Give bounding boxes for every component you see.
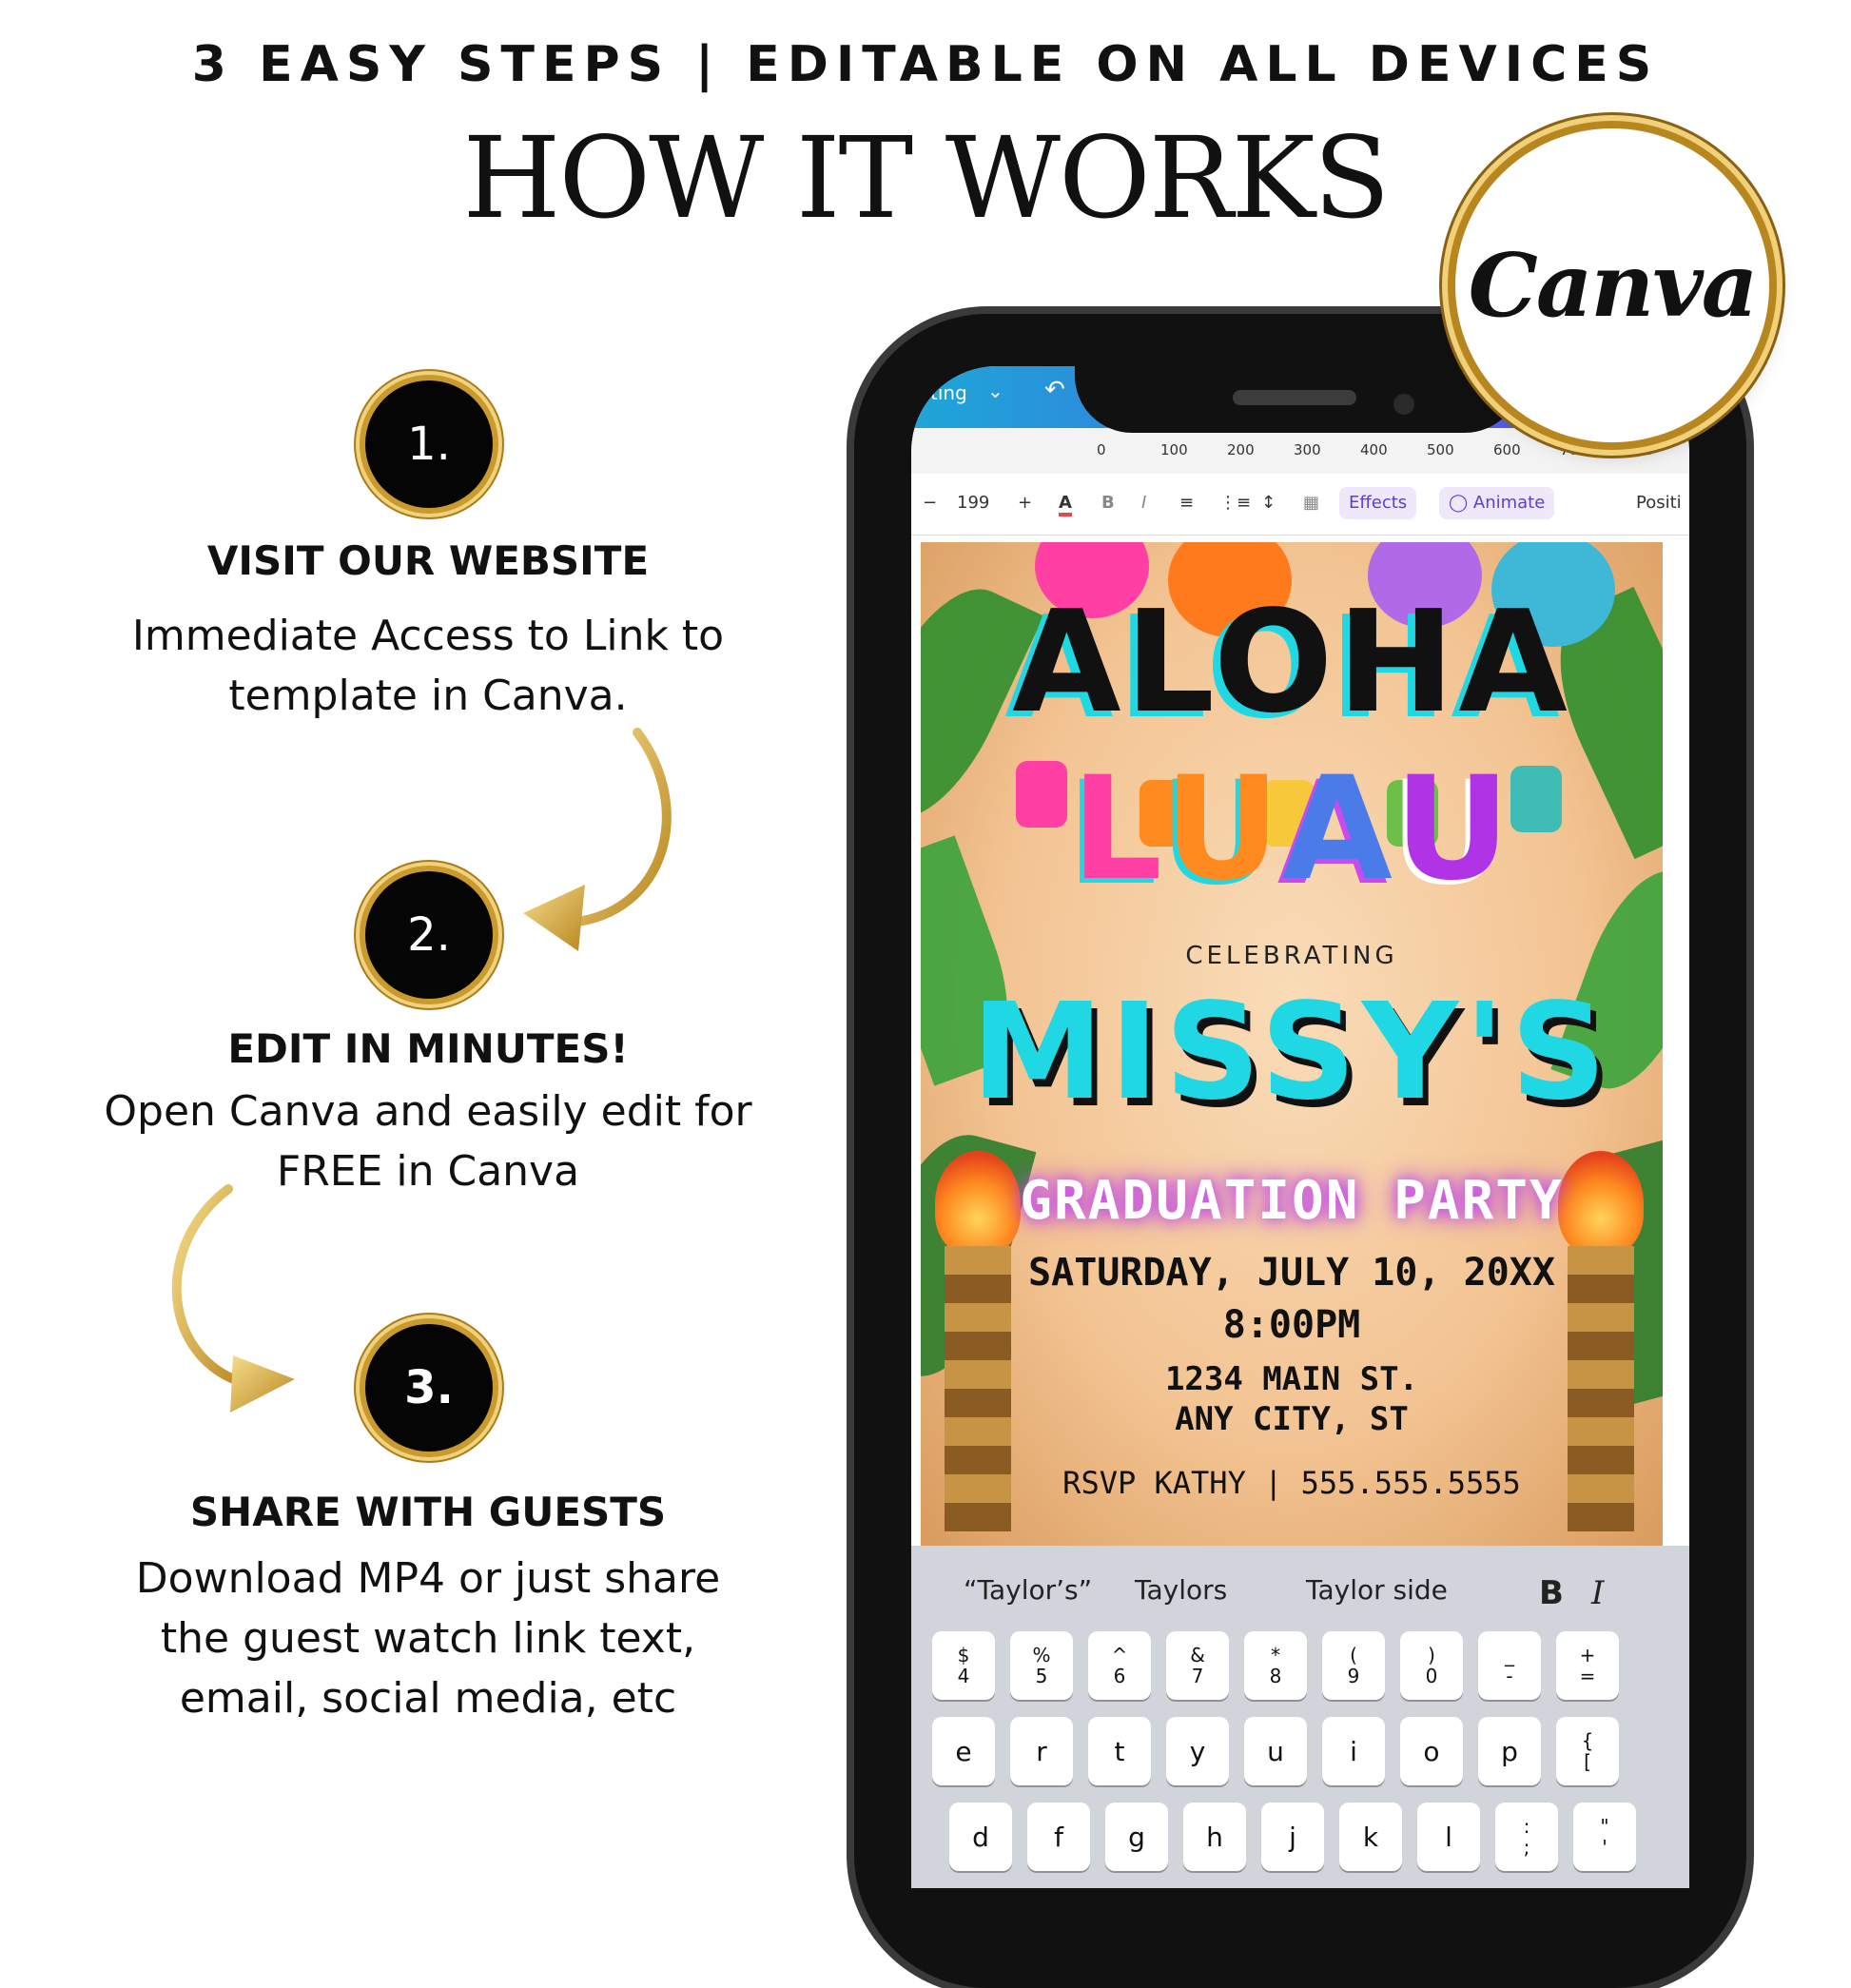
step-2-text: Open Canva and easily edit for FREE in Canva [104,1087,752,1196]
step-3-badge [365,1324,493,1452]
position-button[interactable]: Positi [1636,493,1682,513]
invite-date[interactable]: SATURDAY, JULY 10, 20XX [1028,1251,1555,1295]
key[interactable]: $ 4 [932,1631,995,1700]
key-d[interactable]: d [949,1803,1012,1871]
key[interactable]: * 8 [1244,1631,1307,1700]
step-1-badge [365,380,493,508]
step-1-number: 1. [407,418,451,471]
curved-arrow-1-icon [514,723,685,951]
transparency-icon[interactable]: ▦ [1303,493,1320,513]
key-g[interactable]: g [1105,1803,1168,1871]
curved-arrow-2-icon [152,1179,304,1417]
key-o[interactable]: o [1400,1717,1463,1785]
key[interactable]: ^ 6 [1088,1631,1151,1700]
text-color-icon[interactable]: A [1059,493,1072,516]
key-p[interactable]: p [1478,1717,1541,1785]
key-quote[interactable]: " ' [1573,1803,1636,1871]
invite-event[interactable]: GRADUATION PARTY [1020,1170,1564,1232]
bold-format-button[interactable]: B [1539,1574,1564,1612]
key-brace[interactable]: { [ [1556,1717,1619,1785]
invite-rsvp[interactable]: RSVP KATHY | 555.555.5555 [1062,1465,1521,1501]
key-f[interactable]: f [1027,1803,1090,1871]
key-l[interactable]: l [1417,1803,1480,1871]
key-u[interactable]: u [1244,1717,1307,1785]
step-1-title: VISIT OUR WEBSITE [206,537,650,584]
suggestion-1[interactable]: “Taylor’s” [964,1574,1093,1606]
key-y[interactable]: y [1166,1717,1229,1785]
suggestion-2[interactable]: Taylors [1135,1574,1228,1606]
step-2-number: 2. [407,908,451,962]
step-2-title: EDIT IN MINUTES! [227,1025,629,1072]
phone-speaker [1233,390,1356,405]
key[interactable]: ( 9 [1322,1631,1385,1700]
key[interactable]: & 7 [1166,1631,1229,1700]
spacing-icon[interactable]: ↕ [1261,493,1276,513]
animate-button[interactable]: ◯ Animate [1439,487,1554,519]
key[interactable]: _ - [1478,1631,1541,1700]
align-icon[interactable]: ≡ [1179,493,1195,513]
editor-toolbar [911,474,1689,536]
step-3-number: 3. [404,1361,454,1414]
font-size-increase-button[interactable]: + [1018,493,1033,513]
italic-icon[interactable]: I [1141,493,1147,513]
phone-screen [911,366,1689,1888]
invite-name[interactable]: MISSY'S [971,975,1612,1130]
on-screen-keyboard [911,1546,1689,1888]
tagline: 3 EASY STEPS | EDITABLE ON ALL DEVICES [191,36,1660,93]
key-h[interactable]: h [1183,1803,1246,1871]
font-size-input[interactable]: 199 [957,493,990,513]
bold-icon[interactable]: B [1101,493,1115,513]
italic-format-button[interactable]: I [1591,1574,1605,1612]
invite-time[interactable]: 8:00PM [1222,1303,1361,1347]
canva-logo: Canva [1468,234,1757,337]
step-1-text: Immediate Access to Link to template in Canva. [131,612,725,720]
phone-camera [1393,394,1414,415]
key-colon[interactable]: : ; [1495,1803,1558,1871]
font-size-decrease-button[interactable]: − [923,493,938,513]
key[interactable]: ) 0 [1400,1631,1463,1700]
list-icon[interactable]: ⋮≡ [1219,493,1252,513]
step-2-badge [365,871,493,999]
suggestion-3[interactable]: Taylor side [1306,1574,1448,1606]
invite-aloha-title[interactable]: ALOHA [1012,580,1571,744]
step-3-title: SHARE WITH GUESTS [189,1489,667,1535]
key-k[interactable]: k [1339,1803,1402,1871]
key[interactable]: + = [1556,1631,1619,1700]
menu-fragment[interactable]: ting [930,381,967,404]
invite-luau-title[interactable]: LUAU [1071,747,1512,912]
canva-logo-badge [1455,128,1769,442]
key-t[interactable]: t [1088,1717,1151,1785]
key-r[interactable]: r [1010,1717,1073,1785]
invite-address-line2[interactable]: ANY CITY, ST [1175,1400,1409,1438]
ruler: 0 100 200 300 400 500 600 700 800 [911,428,1689,475]
step-3-text: Download MP4 or just share the guest watch link text, email, social media, etc [135,1554,721,1723]
chevron-down-icon[interactable]: ⌄ [987,380,1003,402]
invitation-canvas[interactable] [921,542,1663,1560]
invite-celebrating[interactable]: CELEBRATING [1185,942,1398,970]
key[interactable]: % 5 [1010,1631,1073,1700]
key-i[interactable]: i [1322,1717,1385,1785]
invite-address-line1[interactable]: 1234 MAIN ST. [1164,1360,1419,1398]
key-e[interactable]: e [932,1717,995,1785]
key-j[interactable]: j [1261,1803,1324,1871]
page-title: HOW IT WORKS [462,112,1389,244]
effects-button[interactable]: Effects [1339,487,1416,519]
undo-icon[interactable]: ↶ [1044,376,1065,404]
